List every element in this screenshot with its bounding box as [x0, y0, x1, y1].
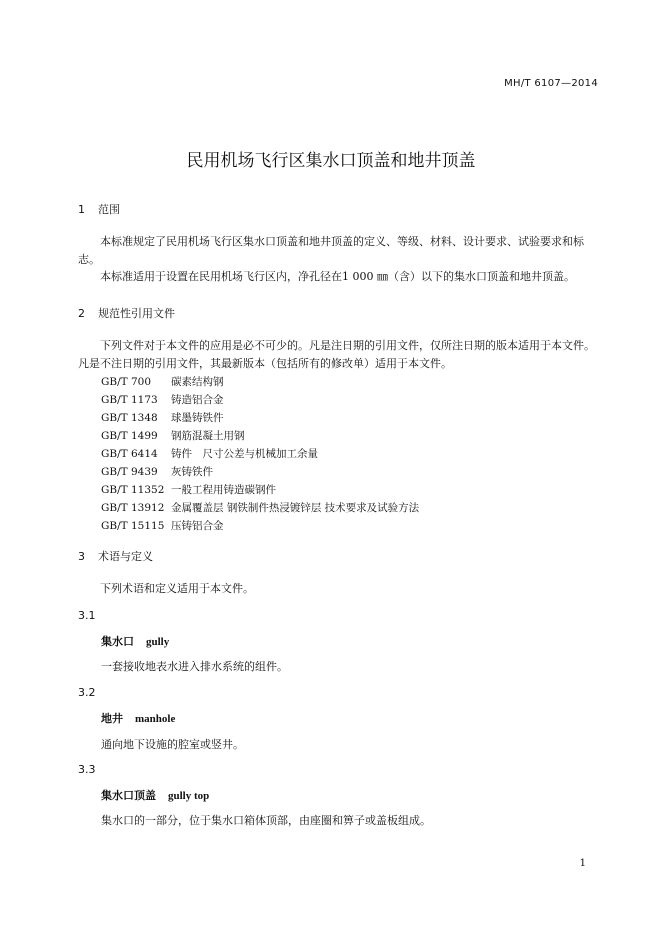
reference-item: [101, 518, 224, 533]
term-en: gully: [146, 636, 170, 648]
reference-code: GB/T 1499: [101, 430, 158, 442]
section-2-paragraph-1: 下列文件对于本文件的应用是必不可少的。凡是注日期的引用文件，仅所注日期的版本适用于本文件。凡是不注日期的引用文件，其最新版本（包括所有的修改单）适用于本文件。: [78, 339, 595, 370]
reference-code: GB/T 1348: [101, 412, 158, 424]
section-2-heading: [78, 305, 175, 321]
term-definition: 通向地下设施的腔室或竖井。: [101, 738, 244, 751]
reference-item: [101, 374, 224, 389]
reference-code: GB/T 11352: [101, 484, 165, 496]
reference-title: 球墨铸铁件: [171, 412, 224, 424]
reference-item: [101, 482, 276, 497]
term-number: 3.2: [78, 686, 96, 699]
section-1-paragraph-2: 本标准适用于设置在民用机场飞行区内，净孔径在1 000 ㎜（含）以下的集水口顶盖和地井顶盖。: [100, 270, 575, 283]
reference-title: 金属覆盖层 钢铁制件热浸镀锌层 技术要求及试验方法: [171, 502, 420, 514]
term-zh: 地井: [101, 712, 123, 725]
document-title: 民用机场飞行区集水口顶盖和地井顶盖: [186, 151, 476, 171]
term-zh: 集水口顶盖: [101, 789, 156, 802]
standard-code: MH/T 6107—2014: [504, 78, 598, 89]
term-number: 3.3: [78, 763, 96, 776]
reference-code: GB/T 9439: [101, 466, 158, 478]
reference-title: 碳素结构钢: [171, 376, 224, 388]
section-number: 3: [78, 550, 85, 563]
reference-title: 钢筋混凝土用钢: [171, 430, 245, 442]
section-title: 术语与定义: [98, 550, 153, 563]
term-definition: 一套接收地表水进入排水系统的组件。: [101, 660, 288, 673]
reference-title: 铸件 尺寸公差与机械加工余量: [171, 448, 318, 460]
reference-title: 铸造铝合金: [171, 394, 224, 406]
term-en: gully top: [168, 790, 210, 802]
reference-code: GB/T 6414: [101, 448, 158, 460]
reference-item: [101, 446, 318, 461]
section-number: 2: [78, 307, 85, 320]
section-3-paragraph-1: 下列术语和定义适用于本文件。: [100, 582, 254, 595]
section-number: 1: [78, 203, 85, 216]
term-en: manhole: [135, 713, 176, 725]
reference-item: [101, 410, 224, 425]
section-3-heading: [78, 548, 153, 564]
section-1-paragraph-1: 本标准规定了民用机场飞行区集水口顶盖和地井顶盖的定义、等级、材料、设计要求、试验要求和标志。: [78, 235, 584, 266]
reference-item: [101, 464, 213, 479]
term-entry: [101, 787, 209, 803]
reference-item: [101, 392, 224, 407]
reference-code: GB/T 1173: [101, 394, 158, 406]
section-title: 范围: [98, 203, 120, 216]
term-number: 3.1: [78, 609, 96, 622]
page-number: 1: [579, 858, 586, 869]
reference-title: 一般工程用铸造碳钢件: [171, 484, 276, 496]
term-entry: [101, 710, 175, 726]
reference-title: 压铸铝合金: [171, 520, 224, 532]
reference-item: [101, 428, 245, 443]
reference-title: 灰铸铁件: [171, 466, 213, 478]
section-1-heading: [78, 201, 120, 217]
reference-code: GB/T 13912: [101, 502, 165, 514]
term-definition: 集水口的一部分，位于集水口箱体顶部，由座圈和箅子或盖板组成。: [101, 814, 431, 827]
reference-item: [101, 500, 419, 515]
section-title: 规范性引用文件: [98, 307, 175, 320]
term-zh: 集水口: [101, 635, 134, 648]
reference-code: GB/T 700: [101, 376, 152, 388]
term-entry: [101, 633, 169, 649]
reference-code: GB/T 15115: [101, 520, 165, 532]
